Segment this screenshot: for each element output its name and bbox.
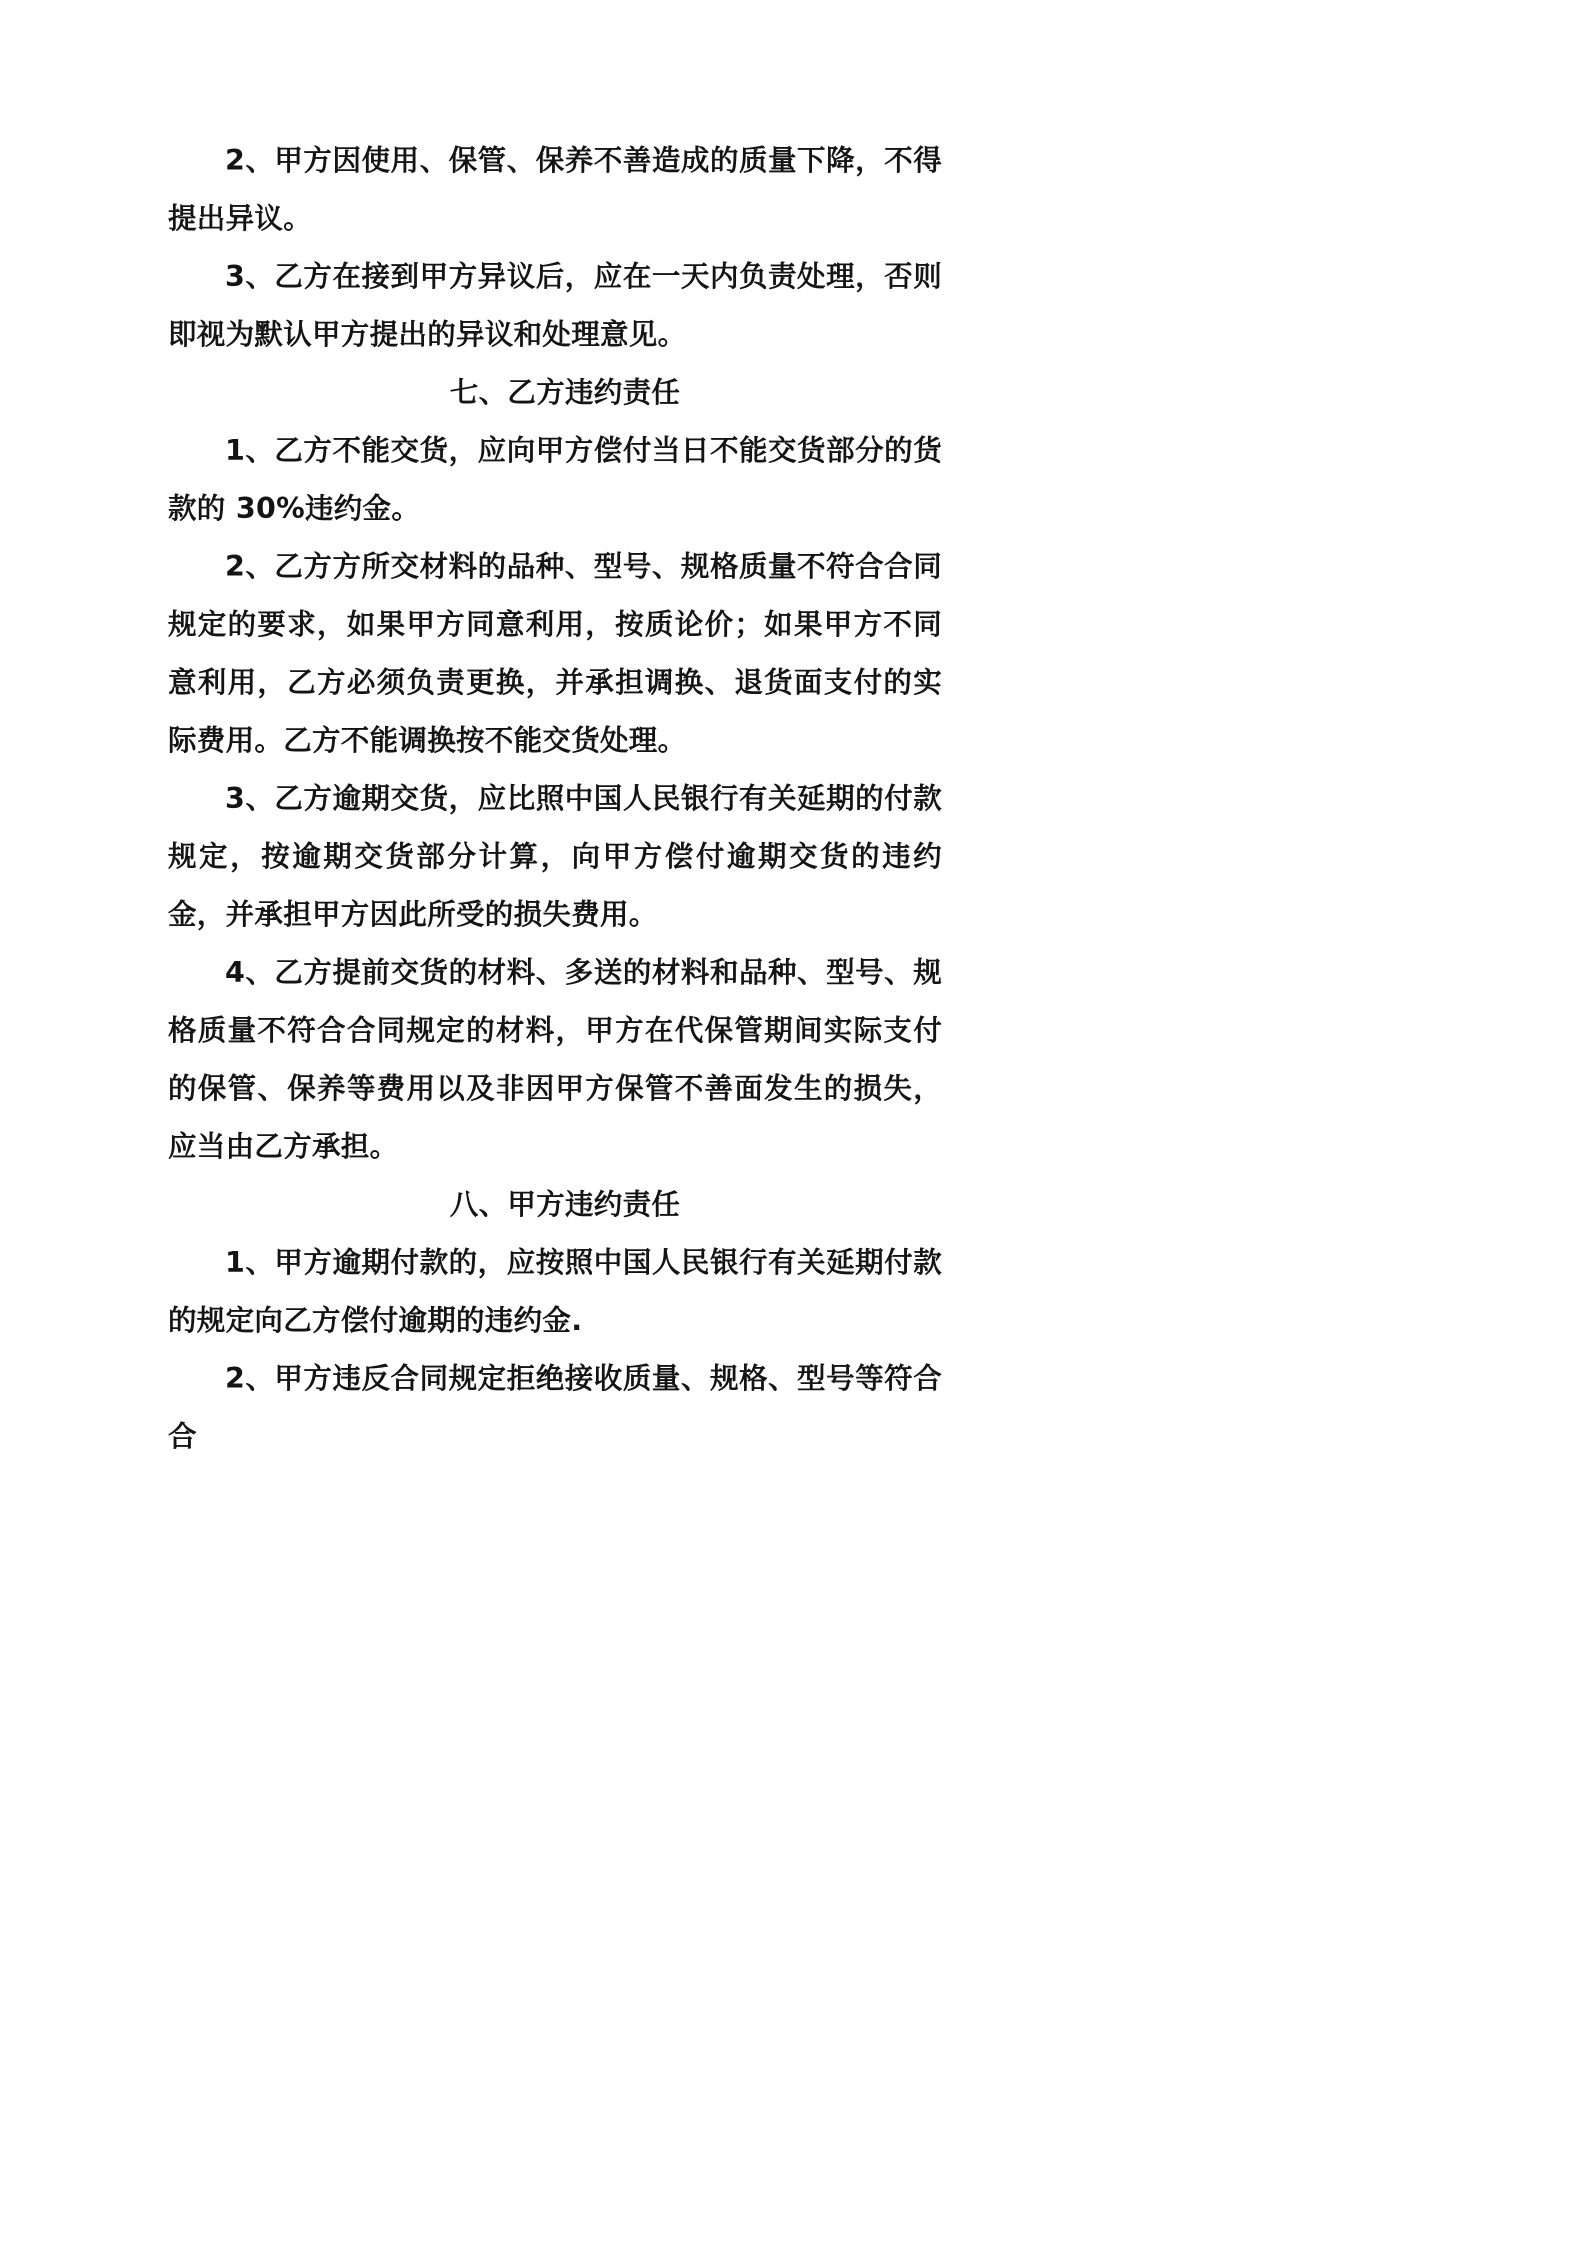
document-page	[0, 0, 1100, 1556]
clause-6-2-paragraph: 2、甲方因使用、保管、保养不善造成的质量下降，不得提出异议。	[168, 144, 942, 235]
clause-7-1-paragraph: 1、乙方不能交货，应向甲方偿付当日不能交货部分的货款的 30%违约金。	[168, 434, 942, 525]
clause-7-3-paragraph: 3、乙方逾期交货，应比照中国人民银行有关延期的付款规定，按逾期交货部分计算，向甲方偿付逾期交货的违约金，并承担甲方因此所受的损失费用。	[168, 782, 942, 931]
clause-6-3-paragraph: 3、乙方在接到甲方异议后，应在一天内负责处理，否则即视为默认甲方提出的异议和处理意见。	[168, 260, 942, 351]
clause-8-2-paragraph: 2、甲方违反合同规定拒绝接收质量、规格、型号等符合合	[168, 1362, 942, 1453]
clause-7-4-paragraph: 4、乙方提前交货的材料、多送的材料和品种、型号、规格质量不符合合同规定的材料，甲方在代保管期间实际支付的保管、保养等费用以及非因甲方保管不善面发生的损失，应当由乙方承担。	[168, 956, 942, 1163]
section-8-heading: 八、甲方违约责任	[449, 1188, 681, 1221]
clause-7-2-paragraph: 2、乙方方所交材料的品种、型号、规格质量不符合合同规定的要求，如果甲方同意利用，按质论价；如果甲方不同意利用，乙方必须负责更换，并承担调换、退货面支付的实际费用。乙方不能调换按不能交货处理。	[168, 550, 942, 757]
clause-8-1-paragraph: 1、甲方逾期付款的，应按照中国人民银行有关延期付款的规定向乙方偿付逾期的违约金.	[168, 1246, 942, 1337]
section-7-heading: 七、乙方违约责任	[449, 376, 681, 409]
document-body	[168, 132, 942, 1466]
